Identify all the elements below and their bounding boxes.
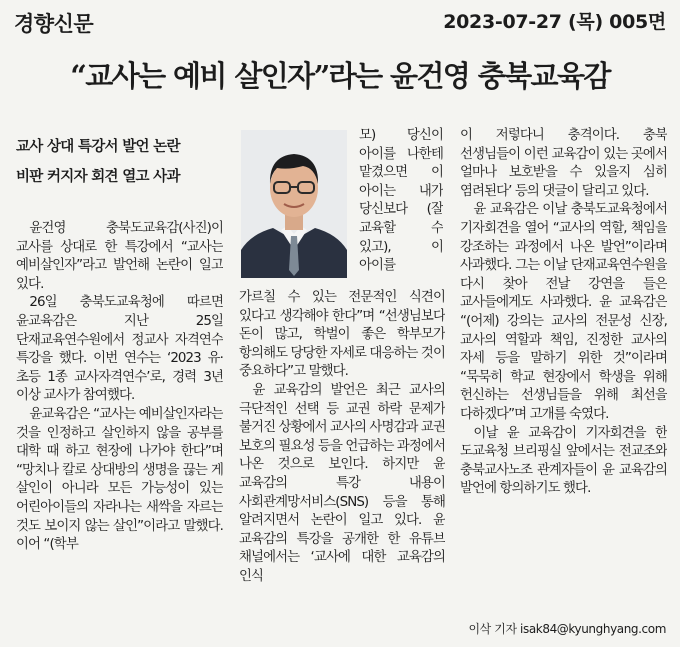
masthead [14, 6, 666, 36]
paragraph: 이 저렇다니 충격이다. 충북 선생님들이 이런 교육감이 있는 곳에서 얼마나 보호받을 수 있을지 심히 염려된다’ 등의 댓글이 달리고 있다. [460, 128, 667, 199]
newspaper-name: 경향신문 [14, 11, 94, 36]
paragraph: 윤교육감은 “교사는 예비살인자라는 것을 인정하고 살인하지 않을 공부를 대학 때 하고 현장에 나가야 한다”며 “망치나 칼로 상대방의 생명을 끊는 게 살인이 아니라 모든 가능성이 있는 어린아이들의 자라나는 새싹을 자르는 것도 보이지 않는 살인”이라고 말했다. 이어 “(학부 [16, 406, 223, 553]
article-column-2-top: 모) 당신이 아이를 나한테 맡겼으면 이 아이는 내가 당신보다 (잘 교육할 수 있고), 이 아이를 [359, 128, 443, 274]
paragraph: 윤건영 충북도교육감(사진)이 교사를 상대로 한 특강에서 “교사는 예비살인자”라고 발언해 논란이 일고 있다. [16, 221, 223, 292]
reporter-byline: 이삭 기자 isak84@kyunghyang.com [468, 622, 666, 636]
article-column-3 [460, 127, 667, 607]
paragraph: 윤 교육감의 발언은 최근 교사의 극단적인 선택 등 교권 하락 문제가 불거진 상황에서 교사의 사명감과 교권 보호의 필요성 등을 언급하는 과정에서 나온 것으로 보인다. 하지만 윤 교육감의 특강 내용이 사회관계망서비스(SNS) 등을 통해 알려지면서 논란이 일고 있다. 윤 교육감의 특강을 공개한 한 유튜브 채널에서는 ‘교사에 대한 교육감의 인식 [239, 382, 445, 584]
paragraph: 26일 충북도교육청에 따르면 윤교육감은 지난 25일 단재교육연수원에서 정교사 자격연수 특강을 했다. 이번 연수는 ‘2023 유·초등 1종 교사자격연수’로, 경력 3년 이상 교사가 참여했다. [16, 295, 223, 404]
subheadline-line: 비판 커지자 회견 열고 사과 [16, 168, 180, 185]
subheadline-line: 교사 상대 특강서 발언 논란 [16, 138, 180, 155]
paragraph: 윤 교육감은 이날 충북도교육청에서 기자회견을 열어 “교사의 역할, 책임을 강조하는 과정에서 나온 발언”이라며 사과했다. 그는 이날 단재교육연수원을 다시 찾아 전날 강연을 들은 교사들에게도 사과했다. 윤 교육감은 “(어제) 강의는 교사의 전문성 신장, 교사의 역할과 책임, 진정한 교사의 자세 등을 말하기 위한 것”이라며 “묵묵히 학교 현장에서 학생을 위해 헌신하는 선생님들을 위해 최선을 다하겠다”며 고개를 숙였다. [460, 202, 667, 422]
edition-date-page: 2023-07-27 (목) 005면 [443, 11, 666, 33]
portrait-photo [241, 130, 347, 278]
article-column-2-bottom [239, 289, 445, 639]
paragraph: 이날 윤 교육감이 기자회견을 한 도교육청 브리핑실 앞에서는 전교조와 충북교사노조 관계자들이 윤 교육감의 발언에 항의하기도 했다. [460, 425, 667, 497]
subheadline [16, 132, 228, 192]
headline: “교사는 예비 살인자”라는 윤건영 충북교육감 [70, 59, 610, 93]
article-column-1 [16, 220, 223, 630]
paragraph: 가르칠 수 있는 전문적인 식견이 있다고 생각해야 한다”며 “선생님보다 돈이 많고, 학벌이 좋은 학부모가 항의해도 당당한 자세로 대응하는 것이 중요하다”고 말했다. [239, 290, 445, 380]
